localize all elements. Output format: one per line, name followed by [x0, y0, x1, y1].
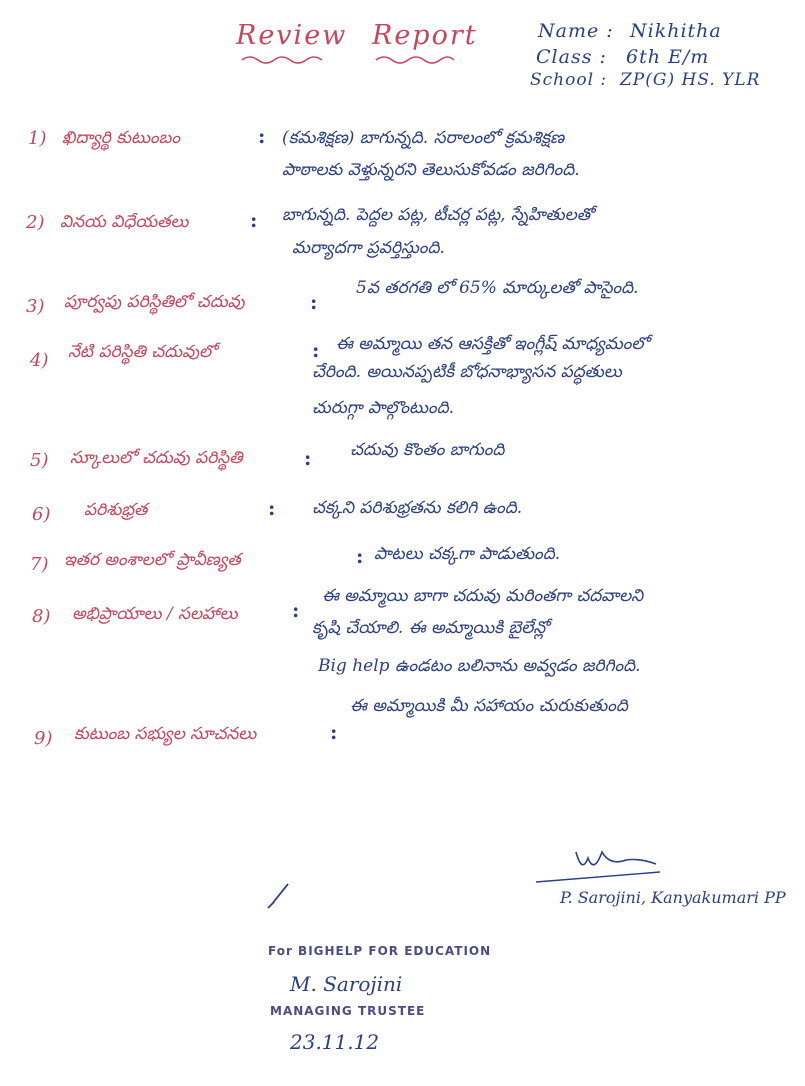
item-line: బాగున్నది. పెద్దల పట్ల, టీచర్ల పట్ల, స్నేహితులతో — [282, 205, 594, 225]
item-number: 6) — [32, 504, 51, 525]
item-number: 4) — [30, 350, 49, 371]
item-colon: : — [258, 124, 266, 148]
item-line: ఈ అమ్మాయి బాగా చదువు మరింతగా చదవాలని — [322, 586, 644, 606]
item-label: కుటుంబ సభ్యుల సూచనలు — [74, 724, 257, 744]
stamp-trustee-name: M. Sarojini — [290, 972, 403, 996]
item-number: 2) — [26, 212, 45, 233]
item-label: అభిప్రాయాలు / సలహాలు — [72, 604, 238, 624]
item-line: (కమశిక్షణ) బాగున్నది. సరాలంలో క్రమశిక్షణ — [282, 128, 565, 148]
title-underline — [240, 52, 460, 66]
item-line: చదువు కొంతం బాగుంది — [350, 440, 505, 460]
item-number: 3) — [26, 296, 45, 317]
item-colon: : — [292, 598, 300, 622]
signature-mark — [530, 838, 670, 892]
item-line: మర్యాదగా ప్రవర్తిస్తుంది. — [292, 238, 445, 258]
item-line: ఈ అమ్మాయి తన ఆసక్తితో ఇంగ్లీష్ మాధ్యమంలో — [336, 334, 649, 354]
item-number: 9) — [34, 728, 53, 749]
item-line: ఈ అమ్మాయికి మీ సహాయం చురుకుతుంది — [350, 696, 628, 716]
item-label: ఖిద్యార్థి కుటుంబం — [62, 128, 181, 148]
item-label: వినయ విధేయతలు — [60, 212, 189, 232]
title-report: Report — [372, 20, 478, 51]
item-number: 7) — [30, 554, 49, 575]
tick-mark — [262, 880, 292, 914]
item-line: పాటలు చక్కగా పాడుతుంది. — [374, 544, 561, 564]
item-label: ఇతర అంశాలలో ప్రావీణ్యత — [64, 550, 241, 570]
item-colon: : — [312, 338, 320, 362]
name-label: Name : — [538, 20, 614, 42]
item-number: 1) — [28, 128, 47, 149]
item-number: 8) — [32, 606, 51, 627]
item-line: పాఠాలకు వెళ్తున్నరని తెలుసుకోవడం జరిగింది. — [282, 160, 580, 180]
stamp-date: 23.11.12 — [290, 1030, 380, 1054]
name-value: Nikhitha — [630, 20, 722, 42]
item-label: పరిశుభ్రత — [84, 500, 148, 520]
item-line: Big help ఉండటం బలినాను అవ్వడం జరిగింది. — [318, 656, 641, 676]
item-label: నేటి పరిస్థితి చదువులో — [68, 342, 217, 362]
item-line: చేరింది. అయినప్పటికీ బోధనాభ్యాసన పద్ధతులు — [312, 362, 622, 382]
item-line: కృషి చేయాలి. ఈ అమ్మాయికి బైలేన్లో — [312, 618, 549, 638]
school-value: ZP(G) HS. YLR — [620, 70, 761, 90]
item-colon: : — [268, 496, 276, 520]
class-label: Class : — [536, 46, 607, 68]
item-line: చురుగ్గా పాల్గొంటుంది. — [312, 398, 455, 418]
item-colon: : — [304, 446, 312, 470]
item-label: పూర్వపు పరిస్థితిలో చదువు — [64, 292, 245, 312]
item-line: 5వ తరగతి లో 65% మార్కులతో పాసైంది. — [356, 278, 639, 298]
item-colon: : — [250, 208, 258, 232]
item-colon: : — [310, 290, 318, 314]
stamp-org: For BIGHELP FOR EDUCATION — [268, 944, 492, 958]
signature-name: P. Sarojini, Kanyakumari PP — [560, 888, 786, 907]
title-review: Review — [236, 20, 348, 51]
item-label: స్కూలులో చదువు పరిస్థితి — [70, 448, 243, 468]
item-number: 5) — [30, 450, 49, 471]
item-colon: : — [330, 720, 338, 744]
stamp-title: MANAGING TRUSTEE — [270, 1004, 426, 1018]
item-line: చక్కని పరిశుభ్రతను కలిగి ఉంది. — [312, 498, 523, 518]
item-colon: : — [356, 544, 364, 568]
school-label: School : — [530, 70, 608, 90]
class-value: 6th E/m — [626, 46, 710, 68]
